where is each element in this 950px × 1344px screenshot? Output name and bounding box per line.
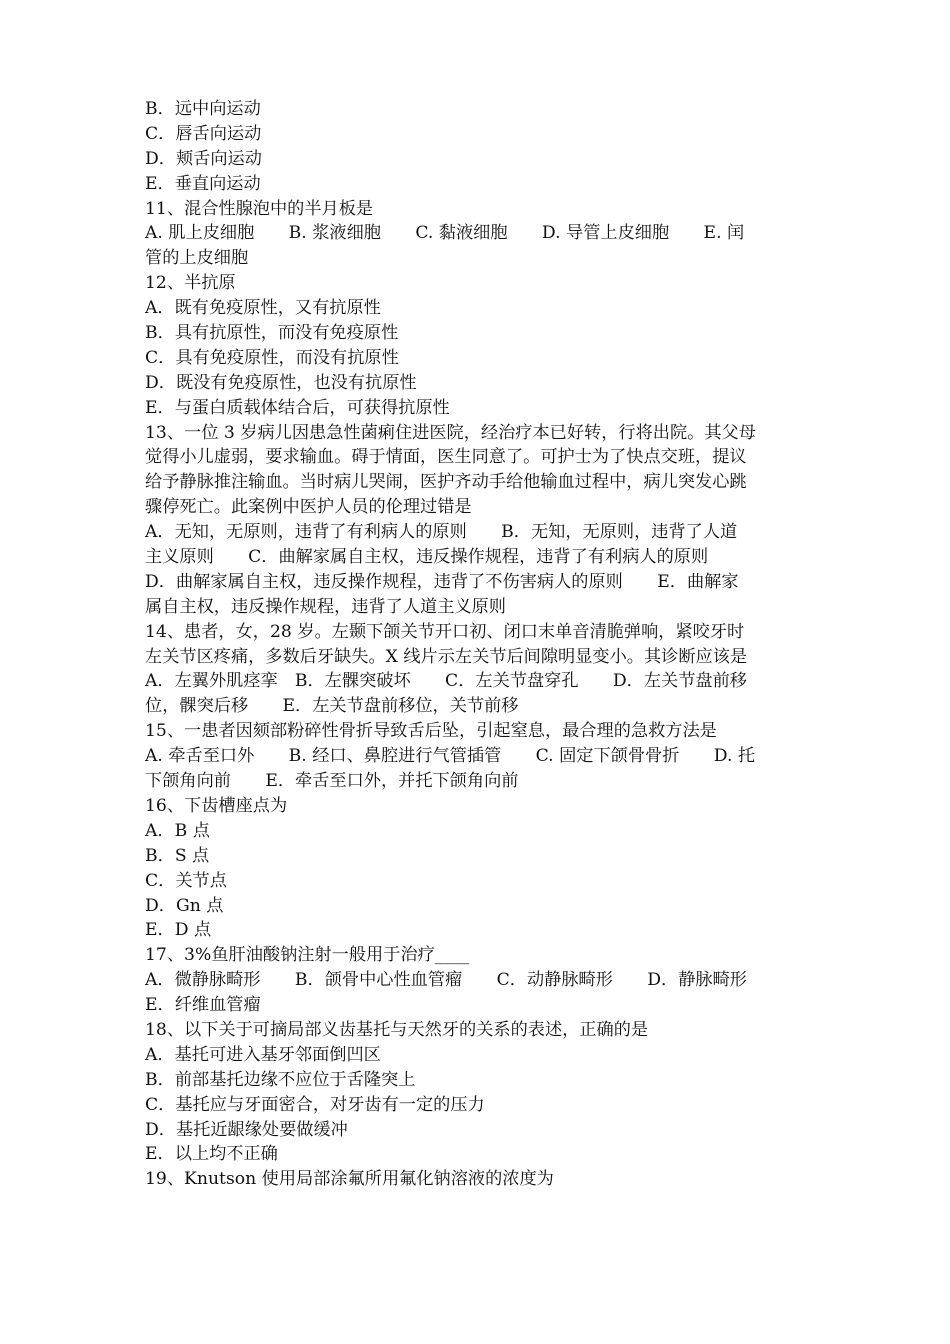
text-line: A．基托可进入基牙邻面倒凹区 <box>145 1044 381 1065</box>
text-line: 16、下齿槽座点为 <box>145 795 288 816</box>
text-line: A．左翼外肌痉挛 B．左髁突破坏 C．左关节盘穿孔 D．左关节盘前移 <box>145 671 747 692</box>
text-line: 13、一位 3 岁病儿因患急性菌痢住进医院，经治疗本已好转，行将出院。其父母 <box>145 422 756 443</box>
text-line: 下颌角向前 E．牵舌至口外，并托下颌角向前 <box>145 771 519 792</box>
text-line: B．具有抗原性，而没有免疫原性 <box>145 323 399 344</box>
text-line: 觉得小儿虚弱，要求输血。碍于情面，医生同意了。可护士为了快点交班，提议 <box>145 447 747 468</box>
text-line: C．唇舌向运动 <box>145 123 262 144</box>
text-line: D．曲解家属自主权，违反操作规程，违背了不伤害病人的原则 E．曲解家 <box>145 571 739 592</box>
text-line: A．无知，无原则，违背了有利病人的原则 B．无知，无原则，违背了人道 <box>145 522 738 543</box>
text-line: 主义原则 C．曲解家属自主权，违反操作规程，违背了有利病人的原则 <box>145 547 709 568</box>
text-line: D．颊舌向运动 <box>145 148 262 169</box>
text-line: 属自主权，违反操作规程，违背了人道主义原则 <box>145 596 506 617</box>
text-line: E．D 点 <box>145 920 212 941</box>
text-line: 12、半抗原 <box>145 273 236 294</box>
text-line: E．垂直向运动 <box>145 173 261 194</box>
text-line: A. 肌上皮细胞 B. 浆液细胞 C. 黏液细胞 D. 导管上皮细胞 E. 闰 <box>145 223 745 244</box>
text-line: A. 牵舌至口外 B. 经口、鼻腔进行气管插管 C. 固定下颌骨骨折 D. 托 <box>145 746 756 767</box>
text-line: B．远中向运动 <box>145 99 261 119</box>
text-line: A．微静脉畸形 B．颌骨中心性血管瘤 C．动静脉畸形 D．静脉畸形 <box>145 970 747 991</box>
text-line: C．基托应与牙面密合，对牙齿有一定的压力 <box>145 1094 485 1115</box>
text-line: A．既有免疫原性，又有抗原性 <box>145 298 381 319</box>
text-line: 给予静脉推注输血。当时病儿哭闹，医护齐动手给他输血过程中，病儿突发心跳 <box>145 472 747 493</box>
text-line: B．前部基托边缘不应位于舌隆突上 <box>145 1069 416 1090</box>
text-line: 18、以下关于可摘局部义齿基托与天然牙的关系的表述，正确的是 <box>145 1019 649 1040</box>
text-line: E．以上均不正确 <box>145 1144 278 1165</box>
text-line: E．与蛋白质载体结合后，可获得抗原性 <box>145 397 450 418</box>
text-line: D．基托近龈缘处要做缓冲 <box>145 1119 348 1140</box>
text-line: B．S 点 <box>145 845 210 866</box>
text-line: E．纤维血管瘤 <box>145 995 261 1016</box>
document-page <box>145 97 815 1192</box>
text-line: C．具有免疫原性，而没有抗原性 <box>145 347 399 368</box>
text-line: 位，髁突后移 E．左关节盘前移位，关节前移 <box>145 696 519 717</box>
text-line: D．Gn 点 <box>145 895 224 916</box>
text-line: 19、Knutson 使用局部涂氟所用氟化钠溶液的浓度为 <box>145 1169 554 1190</box>
text-line: 11、混合性腺泡中的半月板是 <box>145 198 374 219</box>
text-line: 左关节区疼痛，多数后牙缺失。X 线片示左关节后间隙明显变小。其诊断应该是 <box>145 646 748 667</box>
text-line: C．关节点 <box>145 870 227 891</box>
text-line: 15、一患者因颏部粉碎性骨折导致舌后坠，引起窒息，最合理的急救方法是 <box>145 721 717 742</box>
text-line: A．B 点 <box>145 820 210 841</box>
text-line: 14、患者，女，28 岁。左颞下颌关节开口初、闭口末单音清脆弹响，紧咬牙时 <box>145 621 745 642</box>
text-line: 管的上皮细胞 <box>145 248 249 269</box>
text-line: 骤停死亡。此案例中医护人员的伦理过错是 <box>145 497 472 518</box>
text-line: D．既没有免疫原性，也没有抗原性 <box>145 372 417 393</box>
text-line: 17、3%鱼肝油酸钠注射一般用于治疗____ <box>145 945 470 966</box>
